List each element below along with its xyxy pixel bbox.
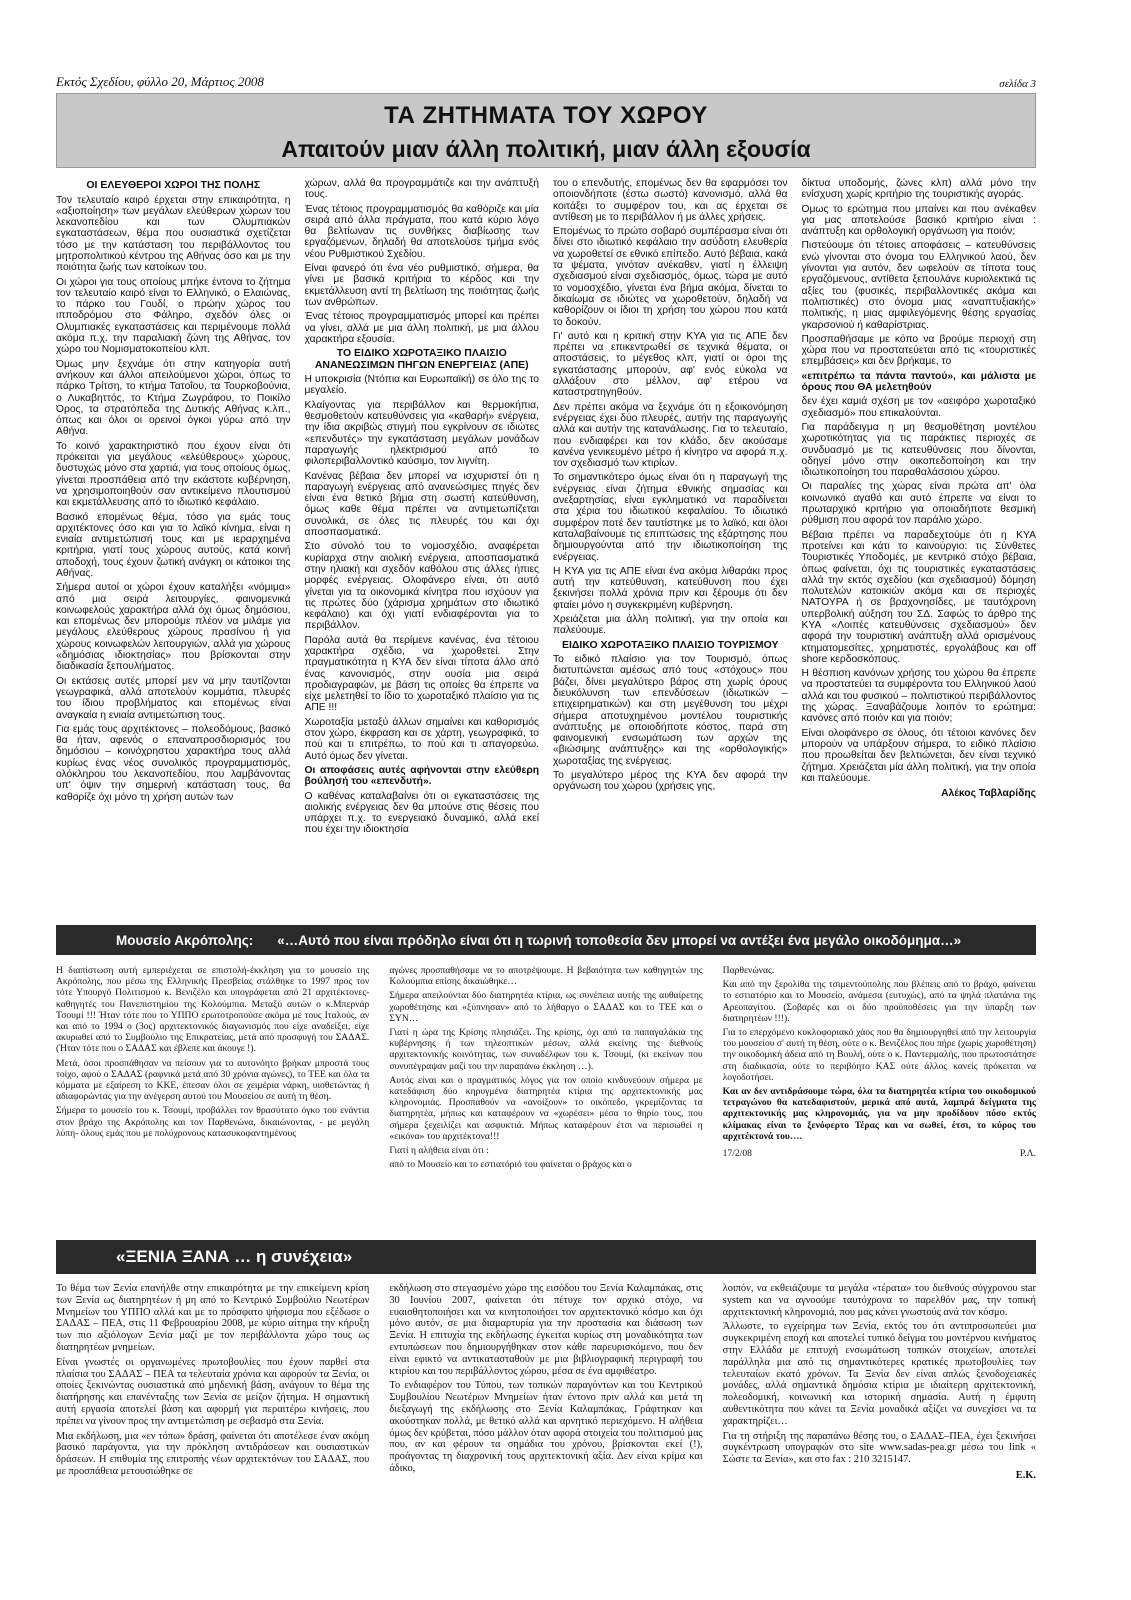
article-column-2 xyxy=(305,178,540,908)
article-date: 17/2/08 xyxy=(722,1148,752,1160)
paragraph: Τον τελευταίο καιρό έρχεται στην επικαιρότητα, η «αξιοποίηση» των μεγάλων ελεύθερων χώρων του λεκανοπεδίου και των Ολυμπιακών εγκαταστάσεων, θέμα που ουσιαστικά σχετίζεται τόσο με την κατάσταση του περιβάλλοντος του μητροπολιτικού κέντρου της Αθήνας όσο και με την ποιότητα ζωής των κατοίκων του. xyxy=(56,194,291,274)
paragraph: Βέβαια πρέπει να παραδεχτούμε ότι η ΚΥΑ προτείνει και κάτι το καινούργιο: τις Σύνθετες Τουριστικές Υποδομές, με κεντρικό στόχο βέβαια, όπως φαίνεται, όχι τις τουριστικές εγκαταστάσεις αλλά την εκτός σχεδίου (και σχεδιασμού) δόμηση πολυτελών κατοικιών ακόμα και σε περιοχές ΝΑΤΟΥΡΑ ή σε βραχονησίδες, με ταυτόχρονη υπερβολική αύξηση του ΣΔ. Σαφώς το άρθρο της ΚΥΑ «Λοιπές κατευθύνσεις σχεδιασμού» δεν αφορά την τουριστική ανάπτυξη αλλά ορισμένους κτηματομεσίτες, χρηματιστές, εργολάβους και off shore κερδοσκόπους. xyxy=(801,529,1036,665)
paragraph: λοιπόν, να εκθειάζουμε τα μεγάλα «τέρατα» του διεθνούς σύγχρονου star system και να αγνοούμε ταυτόχρονα το παρελθόν μας, την τοπική αρχιτεκτονική κληρονομιά, που μας κάνει γνωστούς ανά τον κόσμο. xyxy=(722,1283,1036,1318)
paragraph: Βασικό επομένως θέμα, τόσο για εμάς τους αρχιτέκτονες όσο και για το λαϊκό κίνημα, είναι η ενιαία αντιμετώπισή τους και με ιεραρχημένα κριτήρια, γιατί τους χώρους αυτούς, κατά κοινή αποδοχή, τους έχουν ζωτική ανάγκη οι κάτοικοι της Αθήνας. xyxy=(56,511,291,579)
main-banner xyxy=(56,93,1036,168)
paragraph: Αυτός είναι και ο πραγματικός λόγος για τον οποίο κινδυνεύουν σήμερα με κατεδάφιση δύο κηρυγμένα διατηρητέα κτίρια της αρχιτεκτονικής μας κληρονομιάς. Προσπαθούν να «ανοίξουν» το οικόπεδο, γκρεμίζοντας τα διατηρητέα, μήπως και καταφέρουν να «χωρέσει» μέσα το θηρίο τους, που σήμερα ξεχειλίζει και ασφυκτιά. Μήπως καταφέρουν έτσι να περισωθεί η «εικόνα» του αρχιτέκτονα!!! xyxy=(389,1074,703,1142)
author-signature: Αλέκος Ταβλαρίδης xyxy=(941,788,1036,800)
paragraph: Το κοινό χαρακτηριστικό που έχουν είναι ότι πρόκειται για μεγάλους «ελεύθερους» χώρους, δυστυχώς μόνο στα χαρτιά, για τους οποίους όμως, γίνεται προσπάθεια από την εκάστοτε κυβέρνηση, να χρησιμοποιηθούν σαν αντικείμενο πλουτισμού και εκμετάλλευσης από το ιδιωτικό κεφάλαιο. xyxy=(56,440,291,509)
paragraph: Γιατί η αλήθεια είναι ότι : xyxy=(389,1145,489,1157)
paragraph: Ένας τέτοιος προγραμματισμός θα καθόριζε και μία σειρά από άλλα πράγματα, που κατά κύριο λόγο θα βελτίωναν τις συνθήκες διαβίωσης των εργαζόμενων, δηλαδή θα αποτελούσε τμήμα ενός νέου Ρυθμιστικού Σχεδίου. xyxy=(304,203,539,260)
article-column-3 xyxy=(553,178,788,908)
museum-section-bar xyxy=(56,925,1036,955)
paragraph: Είναι γνωστές οι οργανωμένες πρωτοβουλίες που έχουν παρθεί στα πλαίσια του ΣΑΔΑΣ – ΠΕΑ τα τελευταία χρόνια και αφορούν τα Ξενία, οι οποίες ξεκινώντας ουσιαστικά από μηδενική βάση, ανάγουν το θέμα της διατήρησης και επανένταξης των Ξενία σε μείζον ζήτημα. Η σημαντική αυτή εργασία αποτελεί βάση και αφορμή για περαιτέρω κινήσεις, που πρέπει να γίνουν προς την αντιμετώπιση με σεβασμό στα Ξενία. xyxy=(56,1356,370,1427)
paragraph: Οι εκτάσεις αυτές μπορεί μεν να μην ταυτίζονται γεωγραφικά, αλλά αποτελούν κομμάτια, πλευρές του ίδιου προβλήματος και επομένως είναι αναγκαία η ενιαία αντιμετώπιση τους. xyxy=(56,675,291,721)
paragraph: του ο επενδυτής, επομένως δεν θα εφαρμόσει τον οποιονδήποτε (έστω σωστό) κανονισμό, αλλά θα κοιτάξει το συμφέρον του, και ας έρχεται σε αντίθεση με το περιβάλλον ή με άλλες χρήσεις. xyxy=(553,178,788,223)
paragraph: Το μεγαλύτερο μέρος της ΚΥΑ δεν αφορά την οργάνωση του χώρου (χρήσεις γης, xyxy=(553,770,788,793)
museum-article xyxy=(56,965,1036,1220)
museum-footer xyxy=(723,1148,1036,1159)
article-spaces xyxy=(56,178,1036,908)
paragraph: Οι χώροι για τους οποίους μπήκε έντονα το ζήτημα τον τελευταίο καιρό είναι το Ελληνικό, ο Ελαιώνας, το πάρκο του Γουδί, ο πρώην χώρος του ιπποδρόμου στο Φάληρο, σχεδόν όλες οι Ολυμπιακές εγκαταστάσεις και περιμένουμε πολλά ακόμα π.χ. την παραλιακή ζώνη της Αθήνας, τον χώρο του Νομισματοκοπείου κλπ. xyxy=(56,276,291,356)
xenia-column-1 xyxy=(56,1283,369,1583)
paragraph: Η ΚΥΑ για τις ΑΠΕ είναι ένα ακόμα λιθαράκι προς αυτή την κατεύθυνση, κατεύθυνση που έχει ξεκινήσει πολλά χρόνια πριν και ξέρουμε ότι δεν φταίει μόνο η συγκεκριμένη κυβέρνηση. xyxy=(553,565,788,611)
paragraph: Άλλωστε, το εγχείρημα των Ξενία, εκτός του ότι αντιπροσωπεύει μια συγκεκριμένη εποχή και αποτελεί τυπικό δείγμα του μοντέρνου κινήματος στην Ελλάδα με επιτυχή ενσωμάτωση τοπικών στοιχείων, αποτελεί παράλληλα μια από τις σημαντικότερες κρατικές πρωτοβουλίες των τελευταίων εκατό χρόνων. Τα Ξενία δεν είναι απλώς ξενοδοχειακές μονάδες, αλλά σημαντικά δημόσια κτίρια με ιδιαίτερη αρχιτεκτονική, πολεοδομική, κοινωνική και ιστορική σημασία. Αυτή η έμφυτη αυθεντικότητα που κάνει τα Ξενία μοναδικά αξίζει να συνεχίσει να τα χαρακτηρίζει… xyxy=(722,1321,1036,1427)
page-number: σελίδα 3 xyxy=(999,78,1036,90)
paragraph: από το Μουσείο και το εστιατόριό του φαίνεται ο βράχος και ο xyxy=(389,1159,632,1171)
museum-column-2 xyxy=(389,965,702,1220)
paragraph: Η θέσπιση κανόνων χρήσης του χώρου θα έπρεπε να προστατεύει τα συμφέροντα του Ελληνικού λαού αλλά και του φυσικού – πολιτιστικού περιβάλλοντος της χώρας. Ξαναβάζουμε λοιπόν το ερώτημα: κανόνες από ποιόν και για ποιόν; xyxy=(801,668,1036,725)
paragraph: Για το επερχόμενο κυκλοφοριακό χάος που θα δημιουργηθεί από την λειτουργία του μουσείου σ' αυτή τη θέση, ούτε ο κ. Βενιζέλος που πήρε (χωρίς χωροθέτηση) την οικοδομική άδεια από τη Βουλή, ούτε ο κ. Παντερμαλής, που πρωτοστάτησε στη διαδικασία, ούτε το περιβόητο ΚΑΣ ούτε άλλος κανείς πρόκειται να λογοδοτήσει. xyxy=(722,1027,1036,1083)
page-header-left: Εκτός Σχεδίου, φύλλο 20, Μάρτιος 2008 xyxy=(56,74,264,89)
paragraph: Το σημαντικότερο όμως είναι ότι η παραγωγή της ενέργειας είναι ζήτημα εθνικής σημασίας και ανεξαρτησίας, είναι εγκληματικό να παραδίνεται στα χέρια του ιδιωτικού κεφαλαίου. Το ιδιωτικό συμφέρον ποτέ δεν ταυτίστηκε με το λαϊκό, και όλοι καταλαβαίνουμε τις επιπτώσεις της εξάρτησης που δημιουργούνται από την ιδιωτικοποίηση της ενέργειας. xyxy=(553,472,788,563)
author-initials: Ρ.Λ. xyxy=(1019,1148,1036,1160)
xenia-column-3 xyxy=(723,1283,1036,1583)
paragraph: δεν έχει καμιά σχέση με τον «αειφόρο χωροταξικό σχεδιασμό» που επικαλούνται. xyxy=(801,396,1036,419)
paragraph: Και από την ξερολίθα της τσιμεντούπολης που βλέπεις από το βράχο, φαίνεται το εστιατόριο και το Μουσείο, ανάμεσα (ευτυχώς), από τα ψηλά πλατάνια της Αρεοπαγίτου. (Σοβαρές και οι δύο προϋποθέσεις για την ύπαρξη των διατηρητέων !!!). xyxy=(722,979,1036,1024)
paragraph: Γιατί η ώρα της Κρίσης πλησιάζει. Της κρίσης, όχι από τα παπαγαλάκια της κυβέρνησης ή των τηλεοπτικών μέσων, αλλά εκείνης της διεθνούς αρχιτεκτονικής κοινότητας, των συναδέλφων του κ. Τσουμί, (κι εκείνων που συνυπέγραψαν μαζί του την παραπάνω έκκληση …). xyxy=(389,1027,703,1072)
paragraph: Για τη στήριξη της παραπάνω θέσης του, ο ΣΑΔΑΣ–ΠΕΑ, έχει ξεκινήσει συγκέντρωση υπογραφών στο site www.sadas-pea.gr μέσω του link « Σώστε τα Ξενία», και στο fax : 210 3215147. xyxy=(722,1430,1036,1466)
paragraph: Στο σύνολό του το νομοσχέδιο, αναφέρεται κυρίαρχα στην αιολική ενέργεια, αποσπασματικά στην ηλιακή και σχεδόν καθόλου στις άλλες ήπιες μορφές ενέργειας. Ολοφάνερο είναι, ότι αυτό γίνεται για τα οικονομικά κίνητρα που ισχύουν για τις πρώτες δύο (χάρισμα χρημάτων στο ιδιωτικό κεφάλαιο) και όχι γιατί ενδιαφέρονται για το περιβάλλον. xyxy=(304,541,539,632)
paragraph: Όμως μην ξεχνάμε ότι στην κατηγορία αυτή ανήκουν και άλλοι απειλούμενοι χώροι, όπως το πάρκο Τρίτση, το κτήμα Τατοΐου, τα Τουρκοβούνια, ο Λυκαβηττός, το Κτήμα Ζωγράφου, το Ποικίλο Όρος, τα στρατόπεδα της Δυτικής Αθήνας κ.λπ., όπως και όλοι οι ορεινοί όγκοι γύρω από την Αθήνα. xyxy=(56,358,291,438)
paragraph: Όμως το ερώτημα που μπαίνει και που ανέκαθεν για μας αποτελούσε βασικό κριτήριο είναι : ανάπτυξη και ορθολογική οργάνωση για ποιόν; xyxy=(801,203,1036,238)
paragraph: Σήμερα το μουσείο του κ. Τσουμί, προβάλλει τον θρασύτατο όγκο του ενάντια στον βράχο της Ακρόπολης και τον Παρθενώνα, δικαιώνοντας, - με μεγάλη λύπη- όλους εμάς που με πολύχρονους κατασυκοφαντημένους xyxy=(56,1105,370,1139)
paragraph: αγώνες προσπαθήσαμε να το αποτρέψουμε. Η βεβαιότητα των καθηγητών της Κολούμπια επίσης δικαιώθηκε… xyxy=(389,965,703,988)
paragraph: Μια εκδήλωση, μια «εν τόπω» δράση, φαίνεται ότι αποτέλεσε έναν ακόμη βασικό παράγοντα, για την πρόκληση αντιδράσεων και ουσιαστικών δράσεων. Η επιθυμία της επιτροπής νέων αρχιτεκτόνων του ΣΑΔΑΣ, που με προσπάθεια μετουσιώθηκε σε xyxy=(56,1430,370,1477)
bold-statement: Και αν δεν αντιδράσουμε τώρα, όλα τα διατηρητέα κτίρια του οικοδομικού τετραγώνου θα κατεδαφιστούν, μερικά από αυτά, λαμπρά δείγματα της αρχιτεκτονικής μας κληρονομιάς, για να μην προδίδουν πόσο εκτός κλίμακας είναι το ξενόφερτο Τέρας και να σωθεί, έτσι, το κύρος του αρχιτέκτονά του…. xyxy=(722,1086,1036,1142)
paragraph: εκδήλωση στο στεγασμένο χώρο της εισόδου του Ξενία Καλαμπάκας, στις 30 Ιουνίου 2007, φαίνεται ότι πέτυχε τον αρχικό στόχο, να ευαισθητοποιήσει και να κινητοποιήσει τον αρχιτεκτονικό κόσμο και όχι μόνο αυτόν, σε μια διαμαρτυρία για την προστασία και διάσωση των Ξενία. Η επιτυχία της εκδήλωσης έγκειται κυρίως στη μοναδικότητα των εντυπώσεων που δημιουργήθηκαν στον κάθε παρευρισκόμενο, που δεν είναι εφικτό να αντικατασταθούν με μια βιβλιογραφική περιγραφή του κτιρίου και του περιβάλλοντος χώρου, μέσα σε ένα αμφιθέατρο. xyxy=(389,1283,703,1377)
paragraph: Παρθενώνας. xyxy=(722,965,775,976)
museum-column-3 xyxy=(723,965,1036,1220)
paragraph: Ένας τέτοιος προγραμματισμός μπορεί και πρέπει να γίνει, αλλά με μια άλλη πολιτική, με μια άλλου χαρακτήρα εξουσία. xyxy=(304,311,539,345)
paragraph: Προσπαθήσαμε με κόπο να βρούμε περιοχή στη χώρα που να προστατεύεται από τις «τουριστικές επεμβάσεις» και δεν βρήκαμε, το xyxy=(801,333,1036,368)
bold-statement: Οι αποφάσεις αυτές αφήνονται στην ελεύθερη βούλησή του «επενδυτή». xyxy=(304,764,539,788)
paragraph: Οι παραλίες της χώρας είναι πρώτα απ' όλα κοινωνικό αγαθό και αυτό έπρεπε να είναι το πρωταρχικό κριτήριο για οποιαδήποτε θεσμική ρύθμιση που αφορά τον παράλιο χώρο. xyxy=(801,481,1036,527)
paragraph: Για εμάς τους αρχιτέκτονες – πολεοδόμους, βασικό θα ήταν, αφενός ο επαναπροσδιορισμός του δημόσιου – κοινόχρηστου χαρακτήρα τους αλλά κυρίως ένας νέος συνολικός προγραμματισμός, ολόκληρου του λεκανοπεδίου, που λαμβάνοντας υπ' όψιν την σημερινή κατάσταση τους, θα καθορίζε όχι μόνο τη χρήση αυτών των xyxy=(56,723,291,803)
article-column-1 xyxy=(56,178,291,908)
museum-column-1 xyxy=(56,965,369,1220)
museum-quote: «…Αυτό που είναι πρόδηλο είναι ότι η τωρινή τοποθεσία δεν μπορεί να αντέξει ένα μεγάλο οικοδόμημα…» xyxy=(277,932,962,948)
paragraph: Το ειδικό πλαίσιο για τον Τουρισμό, όπως διατυπώνεται αμέσως από τους «στόχους» που βάζει, δίνει μεγαλύτερο βάρος στη χωρίς όρους διευκόλυνση των επενδύσεων (ιδιωτικών – επιχειρηματικών) και στη μεγέθυνση του μέχρι σήμερα αποτυχημένου μοντέλου τουριστικής ανάπτυξης με οποιοδήποτε κόστος, παρά στη φαινομενική ενσωμάτωση των αρχών της «βιώσιμης ανάπτυξης» και της «ορθολογικής» χωροταξίας της ενέργειας. xyxy=(553,654,788,767)
author-initials: Ε.Κ. xyxy=(1015,1469,1036,1481)
paragraph: Παρόλα αυτά θα περίμενε κανένας, ένα τέτοιου χαρακτήρα σχέδιο, να χωροθετεί. Στην πραγματικότητα η ΚΥΑ δεν είναι τίποτα άλλο από ένας κανονισμός, στην ουσία μια σειρά προδιαγραφών, με βάση τις οποίες θα έπρεπε να είχε μελετηθεί το ίδιο το χωροταξικό πλαίσιο για τις ΑΠΕ !!! xyxy=(304,634,539,714)
paragraph: Χρειάζεται μια άλλη πολιτική, για την οποία και παλεύουμε. xyxy=(553,613,788,637)
section-heading: ΕΙΔΙΚΟ ΧΩΡΟΤΑΞΙΚΟ ΠΛΑΙΣΙΟ ΤΟΥΡΙΣΜΟΥ xyxy=(561,638,779,651)
paragraph: Χωροταξία μεταξύ άλλων σημαίνει και καθορισμός στον χώρο, έκφραση και σε χάρτη, γεωγραφικά, το πού και τι επιτρέπω, το πού και τι απαγορεύω. Αυτό όμως δεν γίνεται. xyxy=(304,716,539,762)
museum-label: Μουσείο Ακρόπολης: xyxy=(116,932,254,948)
section-heading: ΤΟ ΕΙΔΙΚΟ ΧΩΡΟΤΑΞΙΚΟ ΠΛΑΙΣΙΟ ΑΝΑΝΕΩΣΙΜΩΝ ΠΗΓΩΝ ΕΝΕΡΓΕΙΑΣ (ΑΠΕ) xyxy=(314,347,529,371)
article-column-4 xyxy=(802,178,1037,908)
section-heading: ΟΙ ΕΛΕΥΘΕΡΟΙ ΧΩΡΟΙ ΤΗΣ ΠΟΛΗΣ xyxy=(86,179,261,191)
paragraph: Για παράδειγμα η μη θεσμοθέτηση μοντέλου χωροτικότητας για τις παράκτιες περιοχές σε συνδυασμό με τις κατευθύνσεις που δίνονται, οδηγεί μόνο στην οικοπεδοποίηση και την ιδιωτικοποίηση του παραθαλάσσιου χώρου. xyxy=(801,421,1036,479)
paragraph: Είναι φανερό ότι ένα νέο ρυθμιστικό, σήμερα, θα γίνει με βασικά κριτήρια το κέρδος και την εκμετάλλευση αντί τη βελτίωση της ποιότητας ζωής των ανθρώπων. xyxy=(304,263,539,308)
paragraph: Κανένας βέβαια δεν μπορεί να ισχυριστεί ότι η παραγωγή ενέργειας από ανανεώσιμες πηγές δεν είναι ένα θετικό βήμα στη σωστή κατεύθυνση, όμως καθε θέμα πρέπει να αντιμετωπίζεται συνολικά, σε όλες τις πλευρές του και όχι αποσπασματικά. xyxy=(304,470,539,539)
paragraph: Μετά, όσοι προσπάθησαν να πείσουν για το αυτονόητο βρήκαν μπροστά τους τοίχο, αφού ο ΣΑΔΑΣ (ραφνικά μετά από 30 χρόνια αγώνες), το ΤΕΕ και όλα τα κόμματα με εξαίρεση το ΚΚΕ, έπεσαν όλοι σε χειμέρια νάρκη, υιοθετώντας ή αδιαφορώντας για την ανέγερση αυτού του Μουσείου σε αυτή τη θέση. xyxy=(56,1057,370,1103)
xenia-article xyxy=(56,1283,1036,1583)
paragraph: χώρων, αλλά θα προγραμμάτιζε και την ανάπτυξή τους. xyxy=(304,178,539,201)
xenia-title: «ΞΕΝΙΑ ΞΑΝΑ … η συνέχεια» xyxy=(116,1247,353,1266)
xenia-section-bar xyxy=(56,1240,1036,1274)
paragraph: Πιστεύουμε ότι τέτοιες αποφάσεις – κατευθύνσεις ενώ γίνονται στο όνομα του Ελληνικού λαού, δεν γίνονται για αυτόν, δεν ωφελούν σε τίποτα τους εργαζόμενους, αντίθετα ξεπουλάνε κυριολεκτικά τις αξίες του (φυσικές, περιβαλλοντικές ακόμα και πολιτιστικές) στο όνομα μιας «αναπτυξιακής» πολιτικής, η μιας αμφιλεγόμενης θέσης εργασίας γκαρσονιού ή καθαρίστριας. xyxy=(801,240,1036,331)
paragraph: Η διαπίστωση αυτή εμπεριέχεται σε επιστολή-έκκληση για το μουσείο της Ακρόπολης, που μέσω της Ελληνικής Πρεσβείας στάλθηκε το 1997 προς τον τότε Υπουργό Πολιτισμού κ. Βενιζέλο και υπογράφεται από 21 αρχιτέκτονες- καθηγητές του Πανεπιστημίου της Κολούμπια. Μεταξύ αυτών ο κ.Μπερνάρ Τσουμί !!! Ήταν τότε που το ΥΠΠΟ ερωτοτροπούσε ακόμα με τους Ιταλούς, αν και από το 1994 ο (3ος) αρχιτεκτονικός διαγωνισμός που είχε αναδείξει, είχε ακυρωθεί από το Συμβούλιο της Επικρατείας, μετά από προσφυγή του ΣΑΔΑΣ. (Ήταν τότε που ο ΣΑΔΑΣ και έβλεπε και άκουγε !). xyxy=(56,965,370,1055)
paragraph: Δεν πρέπει ακόμα να ξεχνάμε ότι η εξοικονόμηση ενέργειας έχει δύο πλευρές, αυτήν της παραγωγής αλλά και αυτήν της κατανάλωσης. Για το τελευταίο, που ενδιαφέρει και τον κλάδο, δεν ακούσαμε κανένα γενικευμένο μέτρο ή κίνητρο να αφορά π.χ. τον σχεδιασμό των κτιρίων. xyxy=(553,401,788,470)
paragraph: Είναι ολοφάνερο σε όλους, ότι τέτοιοι κανόνες δεν μπορούν να υπάρξουν σήμερα, το ειδικό πλαίσιο που προωθείται δεν βελτιώνεται, δεν είναι τεχνικό ζήτημα. Χρειάζεται μία άλλη πολιτική, για την οποία και παλεύουμε. xyxy=(801,727,1036,784)
paragraph: δίκτυα υποδομής, ζώνες κλπ) αλλά μόνο την ενίσχυση χωρίς κριτήριο της τουριστικής αγοράς. xyxy=(801,178,1036,201)
paragraph: Γι' αυτό και η κριτική στην ΚΥΑ για τις ΑΠΕ δεν πρέπει να επικεντρωθεί σε τεχνικά θέματα, οι αποστάσεις, το μέγεθος κλπ, γιατί οι όροι της εγκατάστασης μπορούν, αφ' ενός εύκολα να αλλάξουν στο μέλλον, αφ' ετέρου να καταστρατηγηθούν. xyxy=(553,330,788,399)
paragraph: Κλαίγοντας για περιβάλλον και θερμοκήπια, θεσμοθετούν κατευθύνσεις για «καθαρή» ενέργεια, την ίδια ακριβώς στιγμή που εγκρίνουν σε ιδιώτες «επενδυτές» την εγκατάσταση μεγάλων μονάδων παραγωγής ηλεκτρισμού από το φιλοπεριβαλλοντικό καύσιμο, τον λιγνίτη. xyxy=(304,399,539,468)
paragraph: Η υποκρισία (Ντόπια και Ευρωπαϊκή) σε όλο της το μεγαλείο. xyxy=(304,374,539,397)
xenia-column-2 xyxy=(389,1283,702,1583)
paragraph: Ο καθένας καταλαβαίνει ότι οι εγκαταστάσεις της αιολικής ενέργειας δεν θα μπούνε στις θέσεις που υπάρχει π.χ. το ενεργειακό δυναμικό, αλλά εκεί που έχει την ιδιοκτησία xyxy=(304,790,539,836)
banner-title: ΤΑ ΖΗΤΗΜΑΤΑ ΤΟΥ ΧΩΡΟΥ xyxy=(384,102,708,129)
bold-statement: «επιτρέπω τα πάντα παντού», και μάλιστα με όρους που ΘΑ μελετηθούν xyxy=(801,370,1036,394)
banner-subtitle: Απαιτούν μιαν άλλη πολιτική, μιαν άλλη εξουσία xyxy=(281,136,811,162)
paragraph: Το ενδιαφέρον του Τύπου, των τοπικών παραγόντων και του Κεντρικού Συμβουλίου Νεωτέρων Μνημείων ήταν έντονο πριν αλλά και μετά τη διεξαγωγή της εκδήλωσης στο Ξενία Καλαμπάκας. Γράφτηκαν και ακούστηκαν πολλά, με θετικό αλλά και αρνητικό περιεχόμενο. Η αλήθεια όμως δεν κρύβεται, πόσο μάλλον όταν αφορά στοιχεία του πολιτισμού μας που, αν και φέρουν τα σημάδια του χρόνου, βρίσκονται εκεί (!), προάγοντας τη διαχρονική τους αρχιτεκτονική αξία. Δεν είναι κρίμα και άδικο, xyxy=(389,1380,703,1474)
paragraph: Το θέμα των Ξενία επανήλθε στην επικαιρότητα με την επικείμενη κρίση των Ξενία ως διατηρητέων ή μη από το Κεντρικό Συμβούλιο Νεωτέρων Μνημείων του ΥΠΠΟ αλλά και με το πρόσφατο ψήφισμα που εξέδωσε ο ΣΑΔΑΣ – ΠΕΑ, στις 11 Φεβρουαρίου 2008, με κύριο αίτημα την κήρυξη των πιο αξιόλογων Ξενία μαζί με τον περιβάλλοντα χώρο τους ως διατηρητέων μνημείων. xyxy=(56,1283,370,1353)
paragraph: Σήμερα αυτοί οι χώροι έχουν καταλήξει «νόμιμα» από μια σειρά λειτουργίες, φαινομενικά κοινωφελούς χαρακτήρα αλλά όχι όμως δημόσιου, και επομένως δεν μπορούμε πλέον να μιλάμε για μεγάλους ελεύθερους χώρους πρασίνου ή για χώρους κοινωφελών λειτουργιών, αλλά για χώρους «δημόσιας ιδιοκτησίας» που βρίσκονται στην διαδικασία ξεπουλήματος. xyxy=(56,582,291,673)
paragraph: Επομένως το πρώτο σοβαρό συμπέρασμα είναι ότι δίνει στο ιδιωτικό κεφάλαιο την ασύδοτη ελευθερία να χωροθετεί σε εθνικό επίπεδο. Αυτό βέβαια, κακά τα ψέματα, γινόταν ανέκαθεν, γιατί η έλλειψη σχεδιασμού είναι σχεδιασμός, όμως, τώρα με αυτό το νομοσχέδιο, γίνεται ένα βήμα ακόμα, δίνεται το δικαίωμα σε ιδιώτες να χωροθετούν, δηλαδή να καθορίζουν οι ίδιοι τη χρήση του χώρου που κατά το δοκούν. xyxy=(553,226,788,328)
paragraph: Σήμερα απειλούνται δύο διατηρητέα κτίρια, ως συνέπεια αυτής της αυθαίρετης χωροθέτησης και «ξύπνησαν» από το λήθαργο ο ΣΑΔΑΣ και το ΤΕΕ και ο ΣΥΝ… xyxy=(389,990,703,1024)
